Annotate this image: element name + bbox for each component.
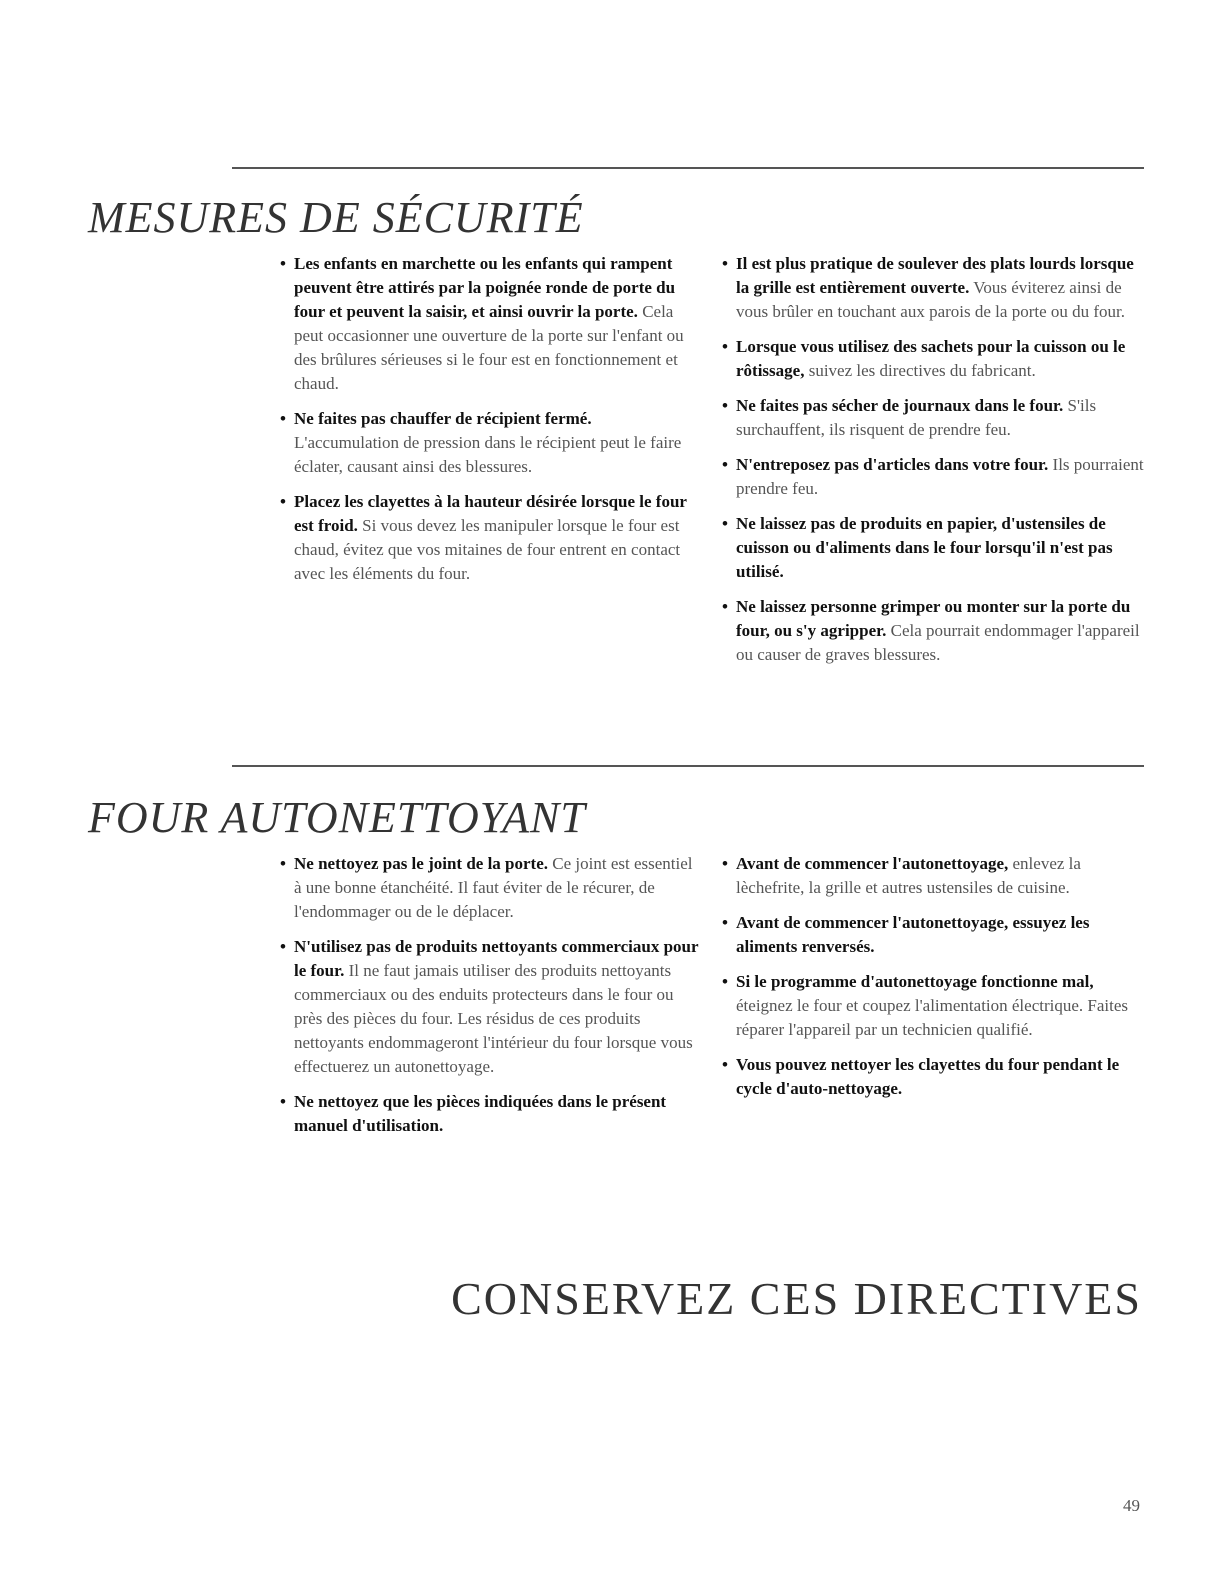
safety-right-column bbox=[722, 252, 1144, 678]
list-item: • Ne laissez pas de produits en papier, d'ustensiles de cuisson ou d'aliments dans le four lorsqu'il n'est pas utilisé. bbox=[722, 512, 1144, 584]
list-item: • Les enfants en marchette ou les enfants qui rampent peuvent être attirés par la poignée ronde de porte du four et peuvent la saisir, et ainsi ouvrir la porte. Cela peut occasionner une ouverture de la porte sur l'enfant ou des brûlures sérieuses si le four est en fonctionnement et chaud. bbox=[280, 252, 700, 396]
list-item: • Vous pouvez nettoyer les clayettes du four pendant le cycle d'auto-nettoyage. bbox=[722, 1053, 1144, 1101]
list-item: • Ne laissez personne grimper ou monter sur la porte du four, ou s'y agripper. Cela pourrait endommager l'appareil ou causer de graves blessures. bbox=[722, 595, 1144, 667]
list-item: • Ne faites pas chauffer de récipient fermé. L'accumulation de pression dans le récipient peut le faire éclater, causant ainsi des blessures. bbox=[280, 407, 700, 479]
selfclean-left-column bbox=[280, 852, 700, 1149]
section-divider-top bbox=[232, 167, 1144, 169]
section-divider-middle bbox=[232, 765, 1144, 767]
list-item: • Avant de commencer l'autonettoyage, enlevez la lèchefrite, la grille et autres ustensiles de cuisine. bbox=[722, 852, 1144, 900]
list-item: • N'utilisez pas de produits nettoyants commerciaux pour le four. Il ne faut jamais utiliser des produits nettoyants commerciaux ou des enduits protecteurs dans le four ou près des pièces du four. Les résidus de ces produits nettoyants endommageront l'intérieur du four lorsque vous effectuerez un autonettoyage. bbox=[280, 935, 700, 1079]
selfclean-section-title: FOUR AUTONETTOYANT bbox=[88, 793, 586, 842]
list-item: • Ne nettoyez pas le joint de la porte. Ce joint est essentiel à une bonne étanchéité. Il faut éviter de le récurer, de l'endommager ou de le déplacer. bbox=[280, 852, 700, 924]
list-item: • Il est plus pratique de soulever des plats lourds lorsque la grille est entièrement ouverte. Vous éviterez ainsi de vous brûler en touchant aux parois de la porte ou du four. bbox=[722, 252, 1144, 324]
safety-left-column bbox=[280, 252, 700, 597]
page-number: 49 bbox=[1123, 1496, 1140, 1515]
list-item: • Placez les clayettes à la hauteur désirée lorsque le four est froid. Si vous devez les manipuler lorsque le four est chaud, évitez que vos mitaines de four entrent en contact avec les éléments du four. bbox=[280, 490, 700, 586]
list-item: • Ne faites pas sécher de journaux dans le four. S'ils surchauffent, ils risquent de prendre feu. bbox=[722, 394, 1144, 442]
selfclean-right-column bbox=[722, 852, 1144, 1112]
list-item: • Ne nettoyez que les pièces indiquées dans le présent manuel d'utilisation. bbox=[280, 1090, 700, 1138]
list-item: • Lorsque vous utilisez des sachets pour la cuisson ou le rôtissage, suivez les directives du fabricant. bbox=[722, 335, 1144, 383]
safety-section-title: MESURES DE SÉCURITÉ bbox=[88, 193, 584, 242]
list-item: • N'entreposez pas d'articles dans votre four. Ils pourraient prendre feu. bbox=[722, 453, 1144, 501]
list-item: • Avant de commencer l'autonettoyage, essuyez les aliments renversés. bbox=[722, 911, 1144, 959]
save-instructions-title: CONSERVEZ CES DIRECTIVES bbox=[451, 1273, 1142, 1324]
list-item: • Si le programme d'autonettoyage fonctionne mal, éteignez le four et coupez l'alimentation électrique. Faites réparer l'appareil par un technicien qualifié. bbox=[722, 970, 1144, 1042]
